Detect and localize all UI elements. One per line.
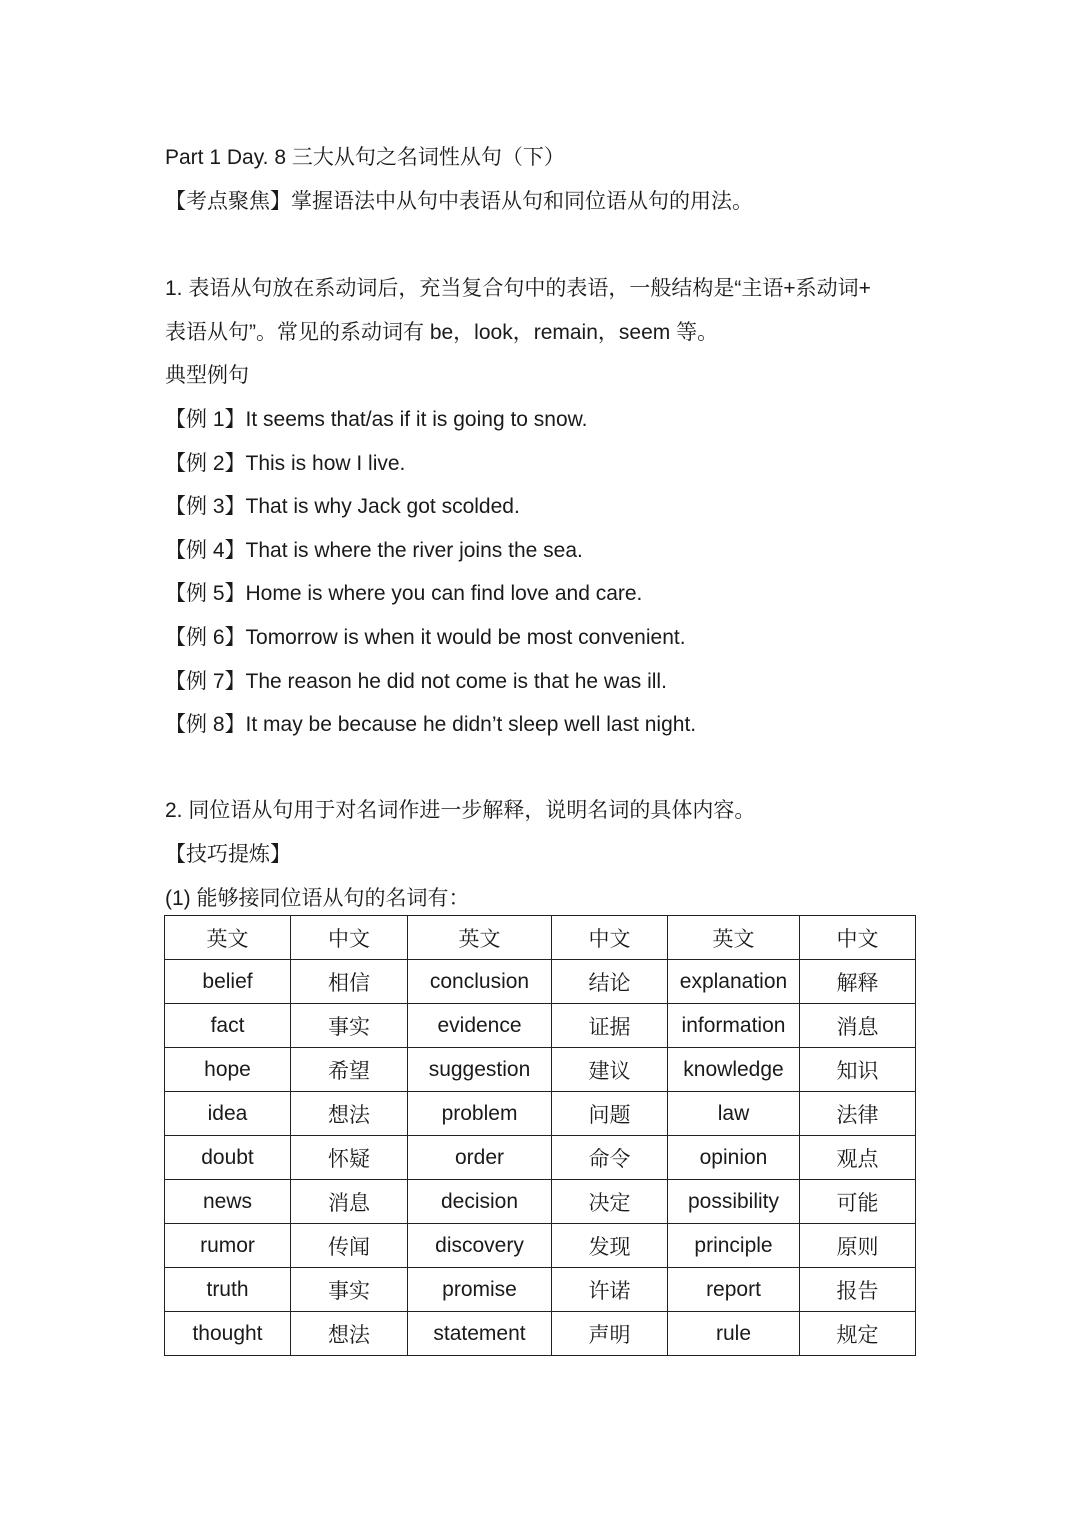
table-cell: 中文 — [800, 916, 916, 960]
table-cell: 法律 — [800, 1092, 916, 1136]
table-cell: principle — [668, 1224, 800, 1268]
examples-heading: 典型例句 — [165, 364, 249, 387]
table-cell: law — [668, 1092, 800, 1136]
table-cell: 相信 — [291, 960, 408, 1004]
table-cell: 中文 — [552, 916, 668, 960]
table-row — [165, 1224, 916, 1268]
example-sentence: 【例 5】Home is where you can find love and care. — [165, 582, 643, 606]
table-cell: suggestion — [408, 1048, 552, 1092]
table-cell: news — [165, 1180, 291, 1224]
table-cell: 英文 — [668, 916, 800, 960]
table-cell: 命令 — [552, 1136, 668, 1180]
table-cell: 规定 — [800, 1312, 916, 1356]
table-cell: 原则 — [800, 1224, 916, 1268]
table-cell: 报告 — [800, 1268, 916, 1312]
table-cell: 证据 — [552, 1004, 668, 1048]
table-cell: opinion — [668, 1136, 800, 1180]
example-sentence: 【例 4】That is where the river joins the sea. — [165, 538, 583, 562]
table-row — [165, 1048, 916, 1092]
section2-line1: 2. 同位语从句用于对名词作进一步解释，说明名词的具体内容。 — [165, 799, 756, 822]
table-cell: decision — [408, 1180, 552, 1224]
table-row — [165, 1268, 916, 1312]
table-cell: 英文 — [165, 916, 291, 960]
table-cell: 建议 — [552, 1048, 668, 1092]
table-cell: fact — [165, 1004, 291, 1048]
example-sentence: 【例 3】That is why Jack got scolded. — [165, 495, 520, 519]
table-row — [165, 960, 916, 1004]
table-cell: belief — [165, 960, 291, 1004]
table-cell: report — [668, 1268, 800, 1312]
table-cell: rule — [668, 1312, 800, 1356]
table-cell: 可能 — [800, 1180, 916, 1224]
section1-line2: 表语从句”。常见的系动词有 be，look，remain，seem 等。 — [165, 321, 719, 344]
table-cell: evidence — [408, 1004, 552, 1048]
table-cell: knowledge — [668, 1048, 800, 1092]
table-row — [165, 1092, 916, 1136]
section1-line1: 1. 表语从句放在系动词后，充当复合句中的表语，一般结构是“主语+系动词+ — [165, 277, 871, 300]
table-cell: 结论 — [552, 960, 668, 1004]
table-cell: conclusion — [408, 960, 552, 1004]
table-cell: 决定 — [552, 1180, 668, 1224]
table-cell: 声明 — [552, 1312, 668, 1356]
table-cell: hope — [165, 1048, 291, 1092]
table-cell: idea — [165, 1092, 291, 1136]
table-cell: 消息 — [800, 1004, 916, 1048]
table-cell: 观点 — [800, 1136, 916, 1180]
page-title: Part 1 Day. 8 三大从句之名词性从句（下） — [165, 146, 565, 169]
table-cell: doubt — [165, 1136, 291, 1180]
table-cell: 想法 — [291, 1312, 408, 1356]
sub-heading-1: (1) 能够接同位语从句的名词有： — [165, 887, 470, 910]
table-cell: discovery — [408, 1224, 552, 1268]
table-cell: 想法 — [291, 1092, 408, 1136]
table-cell: 希望 — [291, 1048, 408, 1092]
table-row — [165, 1312, 916, 1356]
table-cell: 问题 — [552, 1092, 668, 1136]
example-sentence: 【例 6】Tomorrow is when it would be most convenient. — [165, 626, 686, 649]
table-cell: possibility — [668, 1180, 800, 1224]
example-sentence: 【例 2】This is how I live. — [165, 451, 406, 475]
table-row — [165, 1136, 916, 1180]
table-cell: 事实 — [291, 1268, 408, 1312]
table-cell: 怀疑 — [291, 1136, 408, 1180]
table-header-row — [165, 916, 916, 960]
noun-table — [164, 915, 916, 1356]
table-cell: 消息 — [291, 1180, 408, 1224]
table-cell: thought — [165, 1312, 291, 1356]
table-row — [165, 1004, 916, 1048]
table-row — [165, 1180, 916, 1224]
table-cell: order — [408, 1136, 552, 1180]
example-sentence: 【例 8】It may be because he didn’t sleep well last night. — [165, 713, 697, 737]
table-cell: problem — [408, 1092, 552, 1136]
table-cell: information — [668, 1004, 800, 1048]
table-cell: 知识 — [800, 1048, 916, 1092]
table-cell: statement — [408, 1312, 552, 1356]
example-sentence: 【例 7】The reason he did not come is that he was ill. — [165, 669, 667, 693]
table-cell: promise — [408, 1268, 552, 1312]
table-cell: rumor — [165, 1224, 291, 1268]
table-cell: 事实 — [291, 1004, 408, 1048]
table-cell: 英文 — [408, 916, 552, 960]
focus-line: 【考点聚焦】掌握语法中从句中表语从句和同位语从句的用法。 — [165, 190, 753, 213]
table-cell: 许诺 — [552, 1268, 668, 1312]
table-cell: 发现 — [552, 1224, 668, 1268]
skills-heading: 【技巧提炼】 — [165, 843, 291, 866]
table-cell: 解释 — [800, 960, 916, 1004]
table-cell: explanation — [668, 960, 800, 1004]
table-cell: truth — [165, 1268, 291, 1312]
table-cell: 传闻 — [291, 1224, 408, 1268]
table-cell: 中文 — [291, 916, 408, 960]
example-sentence: 【例 1】It seems that/as if it is going to snow. — [165, 408, 588, 431]
